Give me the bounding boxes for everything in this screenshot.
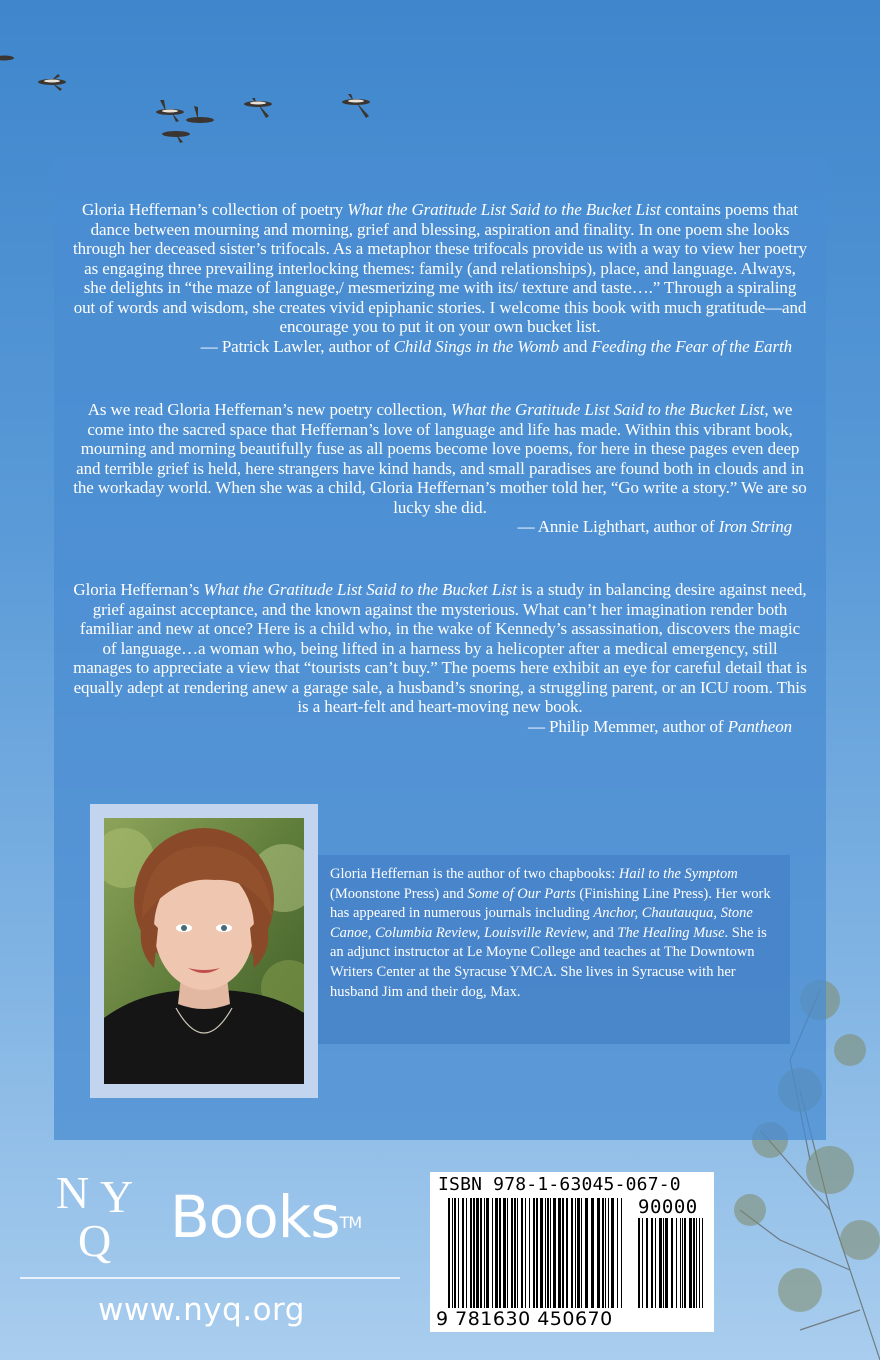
addon-bar [684, 1218, 686, 1308]
isbn-label: ISBN 978-1-63045-067-0 [438, 1174, 681, 1195]
nyq-logo-mark [56, 1168, 166, 1268]
addon-bar [663, 1218, 664, 1308]
barcode-bar [553, 1198, 556, 1308]
author-photo-frame [90, 804, 318, 1098]
publisher-name: Books™ [170, 1183, 362, 1251]
author-bio: Gloria Heffernan is the author of two chapbooks: Hail to the Symptom (Moonstone Press) and Some of Our Parts (Finishing Line Press). Her work has appeared in numerous journals including Anchor, Chautauqua, Stone Canoe, Columbia Review, Louisville Review, and The Healing Muse. She is an adjunct instructor at Le Moyne College and teaches at The Downtown Writers Center at the Syracuse YMCA. She lives in Syracuse with her husband Jim and their dog, Max. [330, 866, 771, 1000]
barcode-bar [514, 1198, 516, 1308]
barcode-bar [466, 1198, 467, 1308]
barcode-bar [454, 1198, 456, 1308]
barcode-bar [581, 1198, 582, 1308]
isbn-digits: 9 781630 450670 [436, 1308, 613, 1330]
barcode-bar [448, 1198, 450, 1308]
author-bio-box [318, 855, 790, 1044]
author-photo [104, 818, 304, 1084]
barcode-bar [476, 1198, 479, 1308]
barcode-bar [540, 1198, 543, 1308]
logo-divider [20, 1277, 400, 1279]
blurb-text: Gloria Heffernan’s What the Gratitude List Said to the Bucket List is a study in balancing desire against need, grief against acceptance, and the known against the mysterious. What can’t her imagination render both familiar and new at once? Here is a child who, in the wake of Kennedy’s assassination, discovers the magic of language…a woman who, being lifted in a harness by a helicopter after a medical emergency, still manages to appreciate a view that “tourists can’t buy.” The poems here exhibit an eye for careful detail that is equally adept at rendering anew a garage sale, a husband’s snoring, a struggling parent, or an ICU room. This is a heart-felt and heart-moving new book. [73, 580, 807, 716]
barcode-bar [597, 1198, 600, 1308]
barcode-bar [602, 1198, 604, 1308]
addon-bar [680, 1218, 681, 1308]
barcode-bar [533, 1198, 535, 1308]
barcode-bar [550, 1198, 551, 1308]
addon-bar [665, 1218, 668, 1308]
addon-bar [699, 1218, 700, 1308]
svg-text:Y: Y [100, 1171, 134, 1222]
barcode-bar [566, 1198, 568, 1308]
barcode-bar [562, 1198, 564, 1308]
barcode-bar [605, 1198, 606, 1308]
addon-bar [655, 1218, 656, 1308]
blurb-patrick-lawler [72, 200, 808, 356]
addon-bar [682, 1218, 683, 1308]
addon-bar [693, 1218, 695, 1308]
price-addon: 90000 [638, 1196, 698, 1218]
barcode-bar [547, 1198, 549, 1308]
trademark-symbol: TM [339, 1213, 362, 1232]
addon-bar [651, 1218, 653, 1308]
addon-bar [689, 1218, 692, 1308]
barcode-bar [495, 1198, 498, 1308]
barcode-bar [529, 1198, 530, 1308]
barcode-bar [545, 1198, 546, 1308]
addon-bar [696, 1218, 697, 1308]
barcode-bar [470, 1198, 472, 1308]
barcode-bar [575, 1198, 576, 1308]
barcode-bar [480, 1198, 482, 1308]
addon-bar [659, 1218, 662, 1308]
barcode-bar [591, 1198, 594, 1308]
barcode-bar [621, 1198, 622, 1308]
svg-text:N: N [56, 1168, 90, 1218]
barcode-bar [492, 1198, 493, 1308]
addon-bar [702, 1218, 703, 1308]
addon-bar [676, 1218, 677, 1308]
barcode-bar [473, 1198, 475, 1308]
barcode-bar [499, 1198, 501, 1308]
addon-bar [646, 1218, 648, 1308]
barcode-bar [525, 1198, 526, 1308]
barcode-bar [517, 1198, 518, 1308]
barcode-bar [484, 1198, 485, 1308]
isbn-barcode [430, 1172, 714, 1332]
barcode-bar [486, 1198, 489, 1308]
addon-bar [671, 1218, 673, 1308]
barcode-bar [585, 1198, 588, 1308]
blurb-attribution: — Annie Lighthart, author of Iron String [517, 517, 792, 536]
svg-text:Q: Q [78, 1215, 112, 1266]
barcode-bar [462, 1198, 464, 1308]
flying-geese-illustration [0, 0, 880, 160]
blurb-annie-lighthart [72, 400, 808, 537]
blurb-text: Gloria Heffernan’s collection of poetry What the Gratitude List Said to the Bucket List contains poems that dance between mourning and morning, grief and blessing, aspiration and finality. In one poem she looks through her deceased sister’s trifocals. As a metaphor these trifocals provide us with a way to view her poetry as engaging three prevailing interlocking themes: family (and relationships), place, and language. Always, she delights in “the maze of language,/ mesmerizing me with its/ texture and taste….” Through a spiraling out of words and wisdom, she creates vivid epiphanic stories. I welcome this book with much gratitude—and encourage you to put it on your own bucket list. [72, 200, 807, 336]
barcode-bar [511, 1198, 513, 1308]
barcode-bar [558, 1198, 561, 1308]
barcode-bar [452, 1198, 453, 1308]
barcode-bar [458, 1198, 459, 1308]
barcode-bar [503, 1198, 506, 1308]
barcode-bar [608, 1198, 609, 1308]
barcode-bar [617, 1198, 618, 1308]
addon-bar [638, 1218, 640, 1308]
barcode-bar [536, 1198, 538, 1308]
addon-bar [642, 1218, 643, 1308]
barcode-bar [521, 1198, 523, 1308]
blurb-attribution: — Philip Memmer, author of Pantheon [527, 716, 792, 736]
barcode-bar [577, 1198, 580, 1308]
publisher-url[interactable]: www.nyq.org [98, 1292, 305, 1328]
barcode-bar [611, 1198, 614, 1308]
blurb-text: As we read Gloria Heffernan’s new poetry collection, What the Gratitude List Said to the Bucket List, we come into the sacred space that Heffernan’s love of language and life has made. Within this vibrant book, mourning and morning beautifully fuse as all poems become love poems, for here in these pages even deep and terrible grief is held, here strangers have kind hands, and small paradises are found both in clouds and in the workaday world. When she was a child, Gloria Heffernan’s mother told her, “Go write a story.” We are so lucky she did. [73, 400, 807, 517]
barcode-bar [507, 1198, 508, 1308]
blurb-attribution: — Patrick Lawler, author of Child Sings in the Womb and Feeding the Fear of the Earth [200, 336, 792, 356]
blurb-philip-memmer [72, 580, 808, 736]
barcode-bar [571, 1198, 573, 1308]
